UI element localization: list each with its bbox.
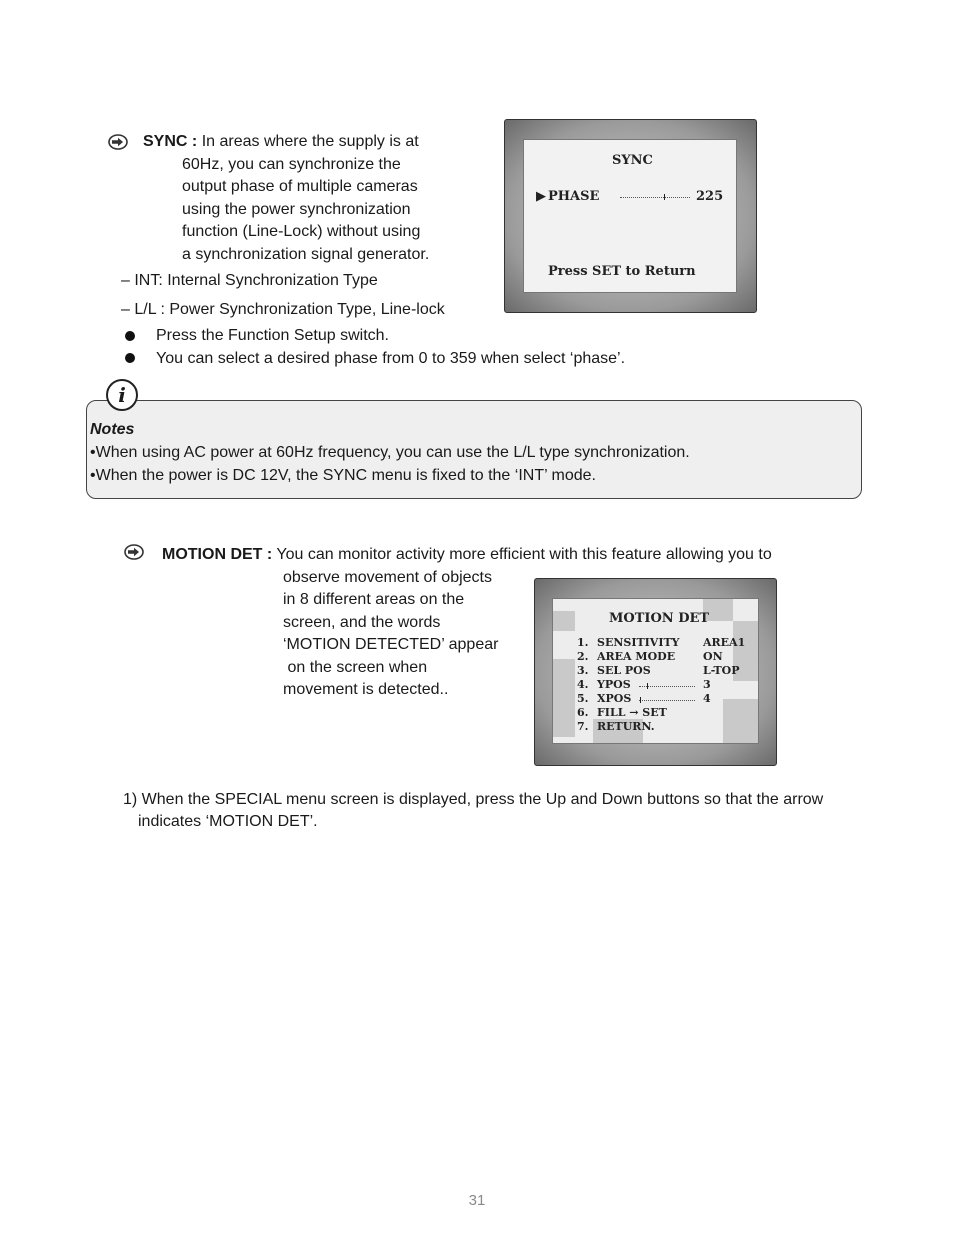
phase-slider-track	[620, 197, 690, 198]
motion-monitor	[534, 578, 777, 766]
area-block	[723, 699, 758, 743]
osd-row-num: 7.	[577, 720, 589, 733]
notes-item: •When the power is DC 12V, the SYNC menu is fixed to the ‘INT’ mode.	[90, 467, 596, 484]
sync-int-line: – INT: Internal Synchronization Type	[121, 272, 378, 289]
osd-row-value: AREA1	[703, 636, 746, 649]
osd-row-label: SENSITIVITY	[597, 636, 680, 649]
osd-row-value: L-TOP	[703, 664, 740, 677]
osd-phase-value: 225	[696, 189, 724, 204]
circled-arrow-icon	[124, 544, 144, 560]
sync-desc-line: In areas where the supply is at	[201, 133, 419, 150]
sync-bullet-text: Press the Function Setup switch.	[156, 327, 389, 344]
osd-row-label: XPOS	[597, 692, 632, 705]
osd-row-value: ON	[703, 650, 723, 663]
motion-desc-line: ‘MOTION DETECTED’ appear	[283, 636, 499, 653]
sync-desc-line: 60Hz, you can synchronize the	[182, 156, 401, 173]
circled-arrow-icon	[108, 134, 128, 150]
xpos-slider-marker	[640, 697, 641, 703]
xpos-slider-track	[639, 700, 695, 701]
sync-heading: SYNC :	[143, 133, 198, 150]
osd-row-num: 2.	[577, 650, 589, 663]
page-number: 31	[468, 1192, 486, 1209]
ypos-slider-marker	[647, 683, 648, 689]
motion-desc-line: observe movement of objects	[283, 569, 492, 586]
osd-title: SYNC	[612, 153, 653, 168]
sync-ll-line: – L/L : Power Synchronization Type, Line-lock	[121, 301, 445, 318]
sync-section-text	[143, 131, 419, 154]
motion-section-text	[162, 544, 772, 567]
osd-row-num: 6.	[577, 706, 589, 719]
sync-desc-line: function (Line-Lock) without using	[182, 223, 421, 240]
motion-heading: MOTION DET :	[162, 546, 273, 563]
osd-phase-label: PHASE	[548, 189, 600, 204]
osd-row-num: 5.	[577, 692, 589, 705]
motion-desc-line: on the screen when	[283, 659, 428, 676]
motion-desc-line: You can monitor activity more efficient with this feature allowing you to	[276, 546, 772, 563]
step-1-text: 1) When the SPECIAL menu screen is displayed, press the Up and Down buttons so that the arrow	[123, 791, 824, 808]
osd-row-num: 1.	[577, 636, 589, 649]
osd-row-value: 3	[703, 678, 711, 691]
osd-row-label: YPOS	[597, 678, 631, 691]
info-icon: i	[106, 379, 138, 411]
motion-desc-line: screen, and the words	[283, 614, 441, 631]
phase-marker-icon: ▶	[536, 189, 546, 204]
area-block	[553, 659, 575, 737]
motion-desc-line: in 8 different areas on the	[283, 591, 465, 608]
osd-row-label: FILL → SET	[597, 706, 667, 719]
bullet-icon	[125, 353, 135, 363]
sync-osd-screen	[523, 139, 737, 293]
phase-slider-marker	[664, 194, 665, 200]
osd-row-num: 4.	[577, 678, 589, 691]
osd-row-label: SEL POS	[597, 664, 651, 677]
sync-desc-line: a synchronization signal generator.	[182, 246, 430, 263]
osd-row-label: AREA MODE	[597, 650, 676, 663]
sync-monitor	[504, 119, 757, 313]
osd-row-value: 4	[703, 692, 711, 705]
motion-desc-line: movement is detected..	[283, 681, 449, 698]
sync-desc-line: using the power synchronization	[182, 201, 411, 218]
notes-item: •When using AC power at 60Hz frequency, you can use the L/L type synchronization.	[90, 444, 690, 461]
osd-row-num: 3.	[577, 664, 589, 677]
osd-title: MOTION DET	[609, 611, 710, 626]
motion-osd-screen	[552, 598, 759, 744]
sync-bullet-text: You can select a desired phase from 0 to 359 when select ‘phase’.	[156, 350, 626, 367]
osd-footer: Press SET to Return	[548, 264, 696, 279]
bullet-icon	[125, 331, 135, 341]
osd-row-label: RETURN.	[597, 720, 655, 733]
step-1-text: indicates ‘MOTION DET’.	[138, 813, 318, 830]
notes-title: Notes	[90, 421, 135, 438]
area-block	[553, 611, 575, 631]
sync-desc-line: output phase of multiple cameras	[182, 178, 418, 195]
